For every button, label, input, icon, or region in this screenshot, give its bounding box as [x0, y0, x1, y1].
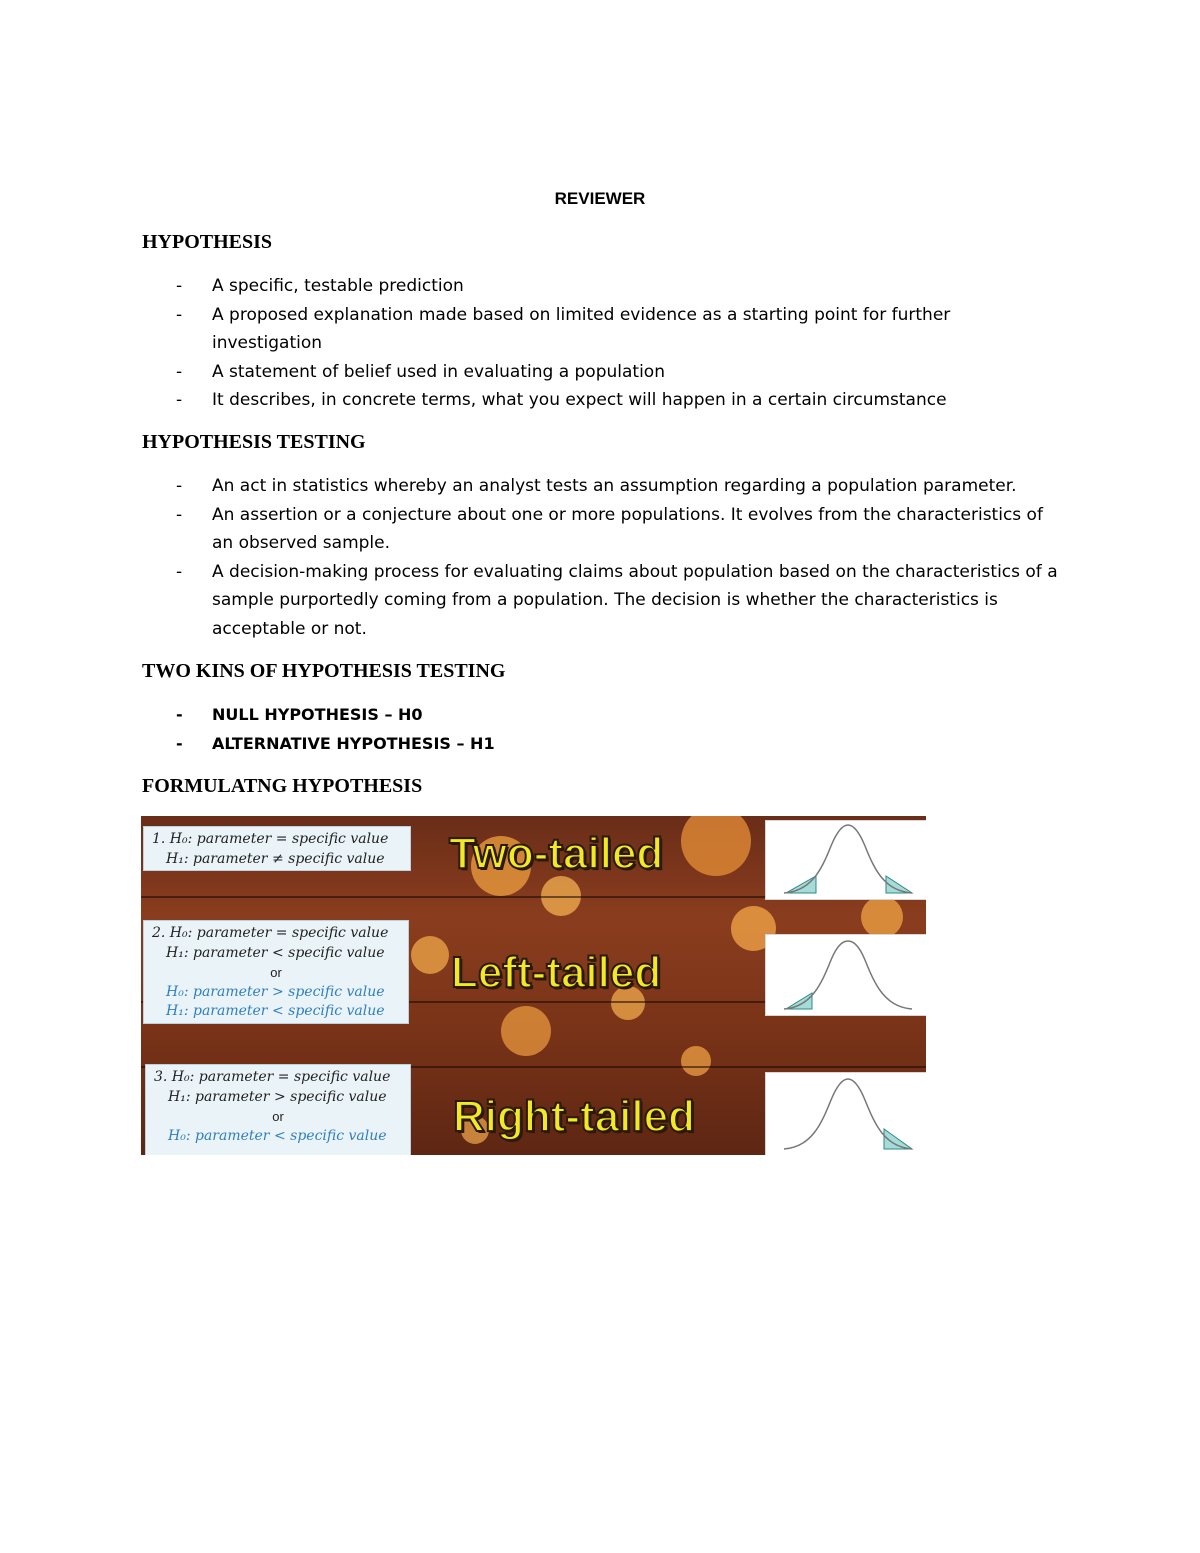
list-item: - A decision-making process for evaluating claims about population based on the characteristics of a sample purportedly coming from a population. The decision is whether the characteristics is acceptable or not. — [142, 558, 1062, 644]
formula-line: H₁: parameter < specific value — [166, 1003, 385, 1019]
list-item: - ALTERNATIVE HYPOTHESIS – H1 — [142, 730, 1062, 759]
right-tailed-curve — [765, 1072, 926, 1155]
two-tailed-formula-box — [143, 826, 411, 871]
formula-line: 3. H₀: parameter = specific value — [154, 1069, 391, 1085]
right-tailed-label: Right-tailed — [453, 1092, 695, 1141]
list-item: - A statement of belief used in evaluating a population — [142, 358, 1062, 387]
right-tailed-formula-box — [145, 1064, 411, 1155]
formula-line: H₁: parameter ≠ specific value — [166, 850, 385, 867]
two-kinds-list — [142, 701, 1062, 758]
heading-hypothesis: HYPOTHESIS — [142, 231, 273, 253]
heading-two-kinds: TWO KINS OF HYPOTHESIS TESTING — [142, 660, 506, 682]
heading-formulating: FORMULATNG HYPOTHESIS — [142, 775, 423, 797]
two-tailed-curve — [765, 820, 926, 900]
document-title: REVIEWER — [554, 189, 646, 208]
list-item: - A specific, testable prediction — [142, 272, 1062, 301]
list-item: - An assertion or a conjecture about one or more populations. It evolves from the characteristics of an observed sample. — [142, 501, 1062, 558]
formula-line: H₁: parameter > specific value — [168, 1088, 387, 1105]
hypothesis-list — [142, 272, 1062, 415]
formula-line: 2. H₀: parameter = specific value — [152, 925, 389, 941]
formula-line: H₁: parameter < specific value — [166, 944, 385, 961]
tailed-tests-figure — [141, 816, 926, 1155]
list-item: - An act in statistics whereby an analyst tests an assumption regarding a population parameter. — [142, 472, 1062, 501]
formula-line: H₀: parameter > specific value — [166, 983, 385, 1000]
formula-line: 1. H₀: parameter = specific value — [152, 831, 389, 847]
hypothesis-testing-list — [142, 472, 1062, 643]
formula-or: or — [270, 965, 282, 980]
heading-hypothesis-testing: HYPOTHESIS TESTING — [142, 431, 366, 453]
list-item: - A proposed explanation made based on limited evidence as a starting point for further investigation — [142, 301, 1062, 358]
list-item: - NULL HYPOTHESIS – H0 — [142, 701, 1062, 730]
left-tailed-formula-box — [143, 920, 409, 1024]
list-item: - It describes, in concrete terms, what you expect will happen in a certain circumstance — [142, 386, 1062, 415]
two-tailed-label: Two-tailed — [449, 829, 664, 878]
formula-or: or — [272, 1109, 284, 1124]
left-tailed-label: Left-tailed — [451, 948, 662, 997]
left-tailed-curve — [765, 934, 926, 1016]
formula-line: H₀: parameter < specific value — [168, 1127, 387, 1144]
